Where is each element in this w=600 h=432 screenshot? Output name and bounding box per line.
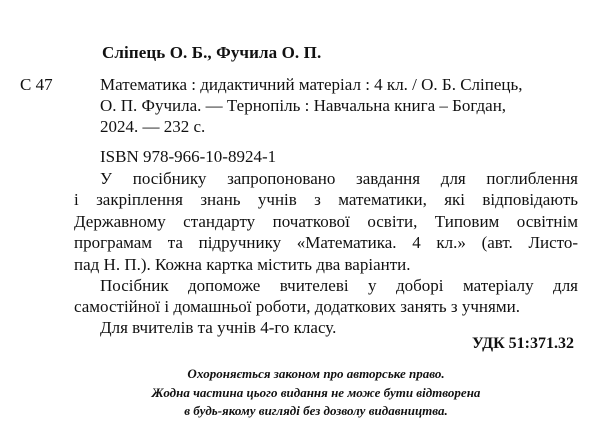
copyright-notice [96, 365, 536, 421]
annotation-line: Державному стандарту початкової освіти, Типовим освітнім [74, 211, 578, 231]
bibliographic-line: О. П. Фучила. — Тернопіль : Навчальна книга – Богдан, [100, 96, 507, 115]
udk-code: УДК 51:371.32 [471, 335, 574, 352]
bibliographic-line: 2024. — 232 с. [100, 117, 206, 136]
annotation-line: У посібнику запропоновано завдання для поглиблення [100, 169, 578, 188]
isbn: ISBN 978-966-10-8924-1 [100, 147, 277, 166]
annotation-line: Посібник допоможе вчителеві у доборі матеріалу для [100, 276, 578, 295]
annotation-line: програмам та підручнику «Математика. 4 кл.» (авт. Листо- [74, 233, 578, 253]
annotation-paragraph [74, 275, 578, 318]
copyright-line: Охороняється законом про авторське право. [187, 366, 445, 381]
annotation-line: пад Н. П.). Кожна картка містить два варіанти. [74, 254, 411, 274]
annotation-paragraph [74, 168, 578, 275]
annotation-line: і закріплення знань учнів з математики, які відповідають [74, 190, 578, 210]
bibliographic-line: Математика : дидактичний матеріал : 4 кл. / О. Б. Сліпець, [100, 75, 523, 94]
copyright-line: Жодна частина цього видання не може бути відтворена [151, 384, 481, 400]
authors-heading: Сліпець О. Б., Фучила О. П. [102, 43, 322, 62]
annotation-line: самостійної і домашньої роботи, додаткових занять з учнями. [74, 297, 520, 317]
annotation-line: Для вчителів та учнів 4-го класу. [100, 318, 337, 337]
catalog-code: С 47 [20, 75, 53, 94]
copyright-line: в будь-якому вигляді без дозволу видавництва. [184, 403, 448, 418]
